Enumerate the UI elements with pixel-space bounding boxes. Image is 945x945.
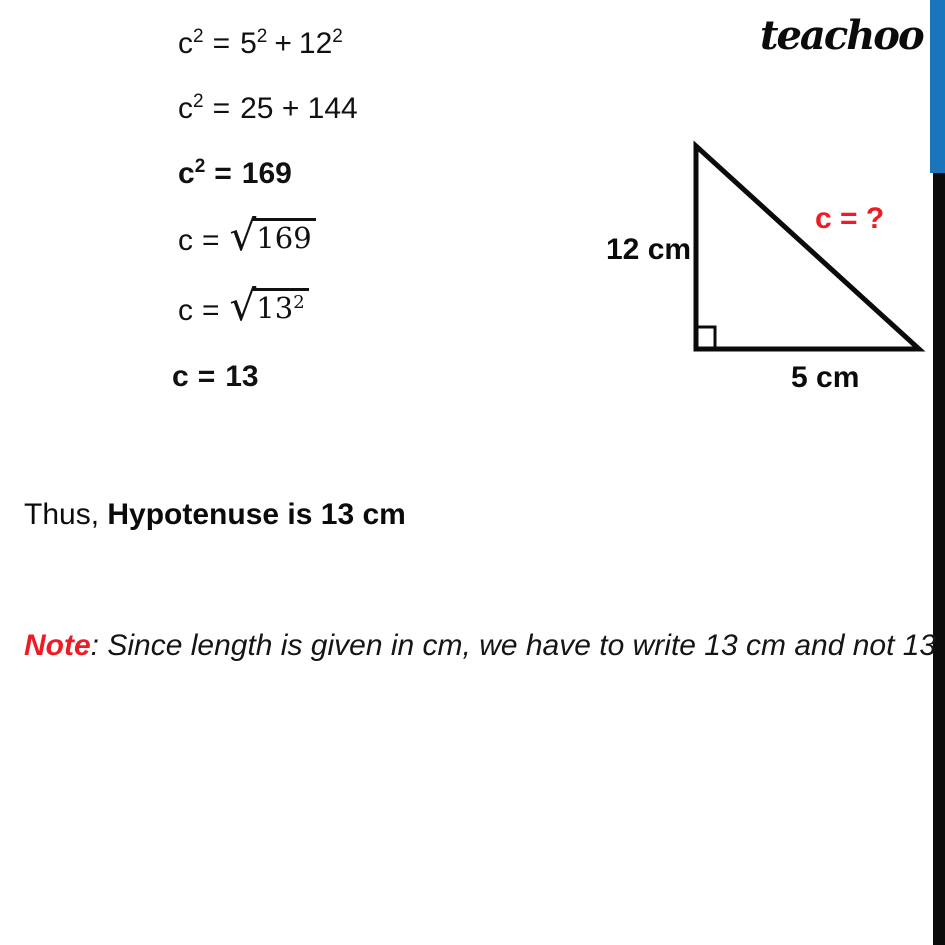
equation-line-1 — [178, 26, 343, 62]
teachoo-logo: teachoo — [760, 12, 923, 59]
equation-line-2 — [178, 91, 358, 127]
eq1-equals: = — [212, 27, 231, 60]
eq6-rhs: 13 — [225, 360, 259, 393]
eq2-rhs: 25 + 144 — [240, 92, 358, 125]
right-angle-marker — [697, 327, 715, 348]
note-line — [24, 629, 936, 663]
eq2-lhs: $c^2$ — [178, 91, 204, 125]
eq3-lhs: $c^2$ — [178, 156, 206, 190]
equation-line-6 — [172, 359, 259, 395]
hypotenuse-label: c = ? — [815, 202, 885, 235]
bottom-side-label: 5 cm — [791, 361, 860, 394]
eq5-equals: = — [202, 294, 220, 327]
radical-sign: √ — [229, 281, 257, 330]
eq6-equals: = — [197, 360, 216, 393]
triangle-outline — [696, 146, 919, 349]
eq1-plus: + — [274, 27, 292, 60]
note-label: Note — [24, 629, 91, 662]
eq3-equals: = — [214, 157, 232, 190]
eq3-rhs: 169 — [241, 157, 292, 190]
conclusion-prefix: Thus, — [24, 498, 108, 531]
equation-line-4 — [178, 211, 316, 260]
eq6-lhs: c — [172, 360, 189, 393]
eq1-term1: $5^2$ — [240, 26, 268, 60]
eq5-lhs: c — [178, 294, 193, 327]
eq2-equals: = — [212, 92, 231, 125]
radical-sign: √ — [229, 211, 257, 260]
note-text: : Since length is given in cm, we have to write 13 cm and not 13 — [90, 629, 937, 662]
eq1-term2: $12^2$ — [298, 26, 343, 60]
black-edge-bar — [933, 173, 945, 945]
conclusion-bold: Hypotenuse is 13 cm — [107, 498, 406, 531]
equation-line-3 — [178, 156, 292, 192]
square-root-13-squared: √ $13^2$ — [230, 288, 309, 324]
conclusion-line — [24, 498, 406, 532]
eq1-lhs: $c^2$ — [178, 26, 204, 60]
blue-edge-bar — [930, 0, 945, 173]
equation-line-5 — [178, 281, 309, 330]
square-root-169: √ 169 — [230, 218, 316, 254]
eq4-equals: = — [202, 224, 220, 257]
vertical-side-label: 12 cm — [606, 233, 692, 266]
eq4-lhs: c — [178, 224, 193, 257]
